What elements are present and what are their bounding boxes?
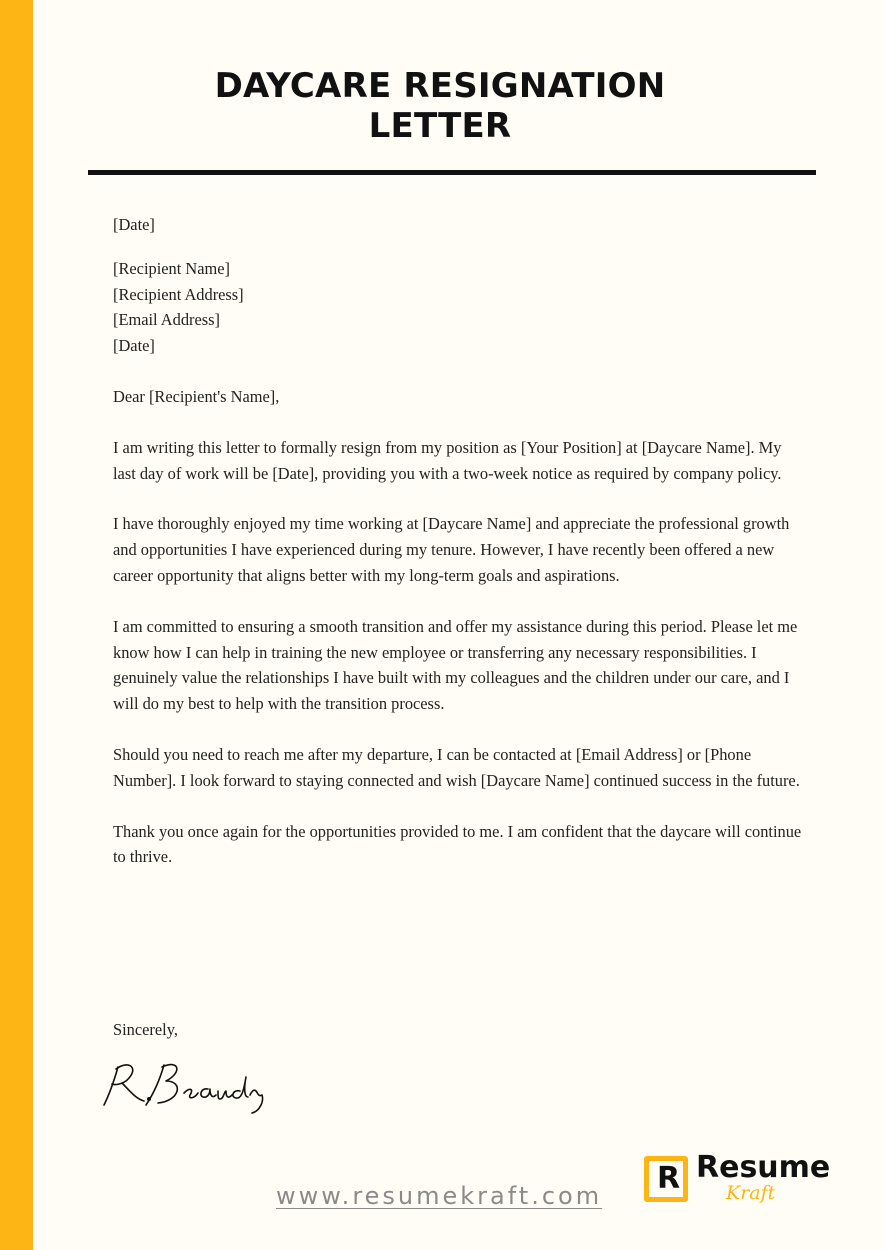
title-divider (88, 170, 816, 175)
website-link[interactable]: www.resumekraft.com (276, 1182, 603, 1210)
accent-side-bar (0, 0, 33, 1250)
paragraph-4: Should you need to reach me after my departure, I can be contacted at [Email Address] or [Phone Number]. I look forward to staying connected and wish [Daycare Name] continued success in the future. (113, 744, 800, 790)
recipient-address: [Recipient Address] (113, 284, 244, 304)
resumekraft-logo-icon (640, 1152, 840, 1212)
logo-word: Resume (696, 1150, 831, 1185)
date-line: [Date] (113, 215, 155, 234)
handwritten-signature-icon (100, 1055, 270, 1115)
paragraph-1: I am writing this letter to formally resign from my position as [Your Position] at [Daycare Name]. My last day of work will be [Date], providing you with a two-week notice as required by company policy. (113, 437, 782, 483)
letter-body (113, 212, 803, 870)
recipient-email: [Email Address] (113, 310, 220, 330)
logo-letter: R (657, 1161, 681, 1196)
paragraph-5: Thank you once again for the opportunities provided to me. I am confident that the daycare will continue to thrive. (113, 821, 802, 867)
logo-sub: Kraft (726, 1182, 776, 1204)
paragraph-3: I am committed to ensuring a smooth transition and offer my assistance during this period. Please let me know how I can help in training the new employee or transferring any necessary responsibilities. I genuinely value the relationships I have built with my colleagues and the children under our care, and I will do my best to help with the transition process. (113, 616, 798, 714)
salutation: Dear [Recipient's Name], (113, 386, 280, 406)
recipient-date: [Date] (113, 336, 155, 356)
closing: Sincerely, (113, 1020, 178, 1039)
page-title: DAYCARE RESIGNATION LETTER (214, 66, 666, 146)
paragraph-2: I have thoroughly enjoyed my time working at [Daycare Name] and appreciate the professional growth and opportunities I have experienced during my tenure. However, I have recently been offered a new career opportunity that aligns better with my long-term goals and aspirations. (113, 514, 790, 585)
recipient-name: [Recipient Name] (113, 258, 230, 278)
logo-mark (644, 1156, 688, 1202)
